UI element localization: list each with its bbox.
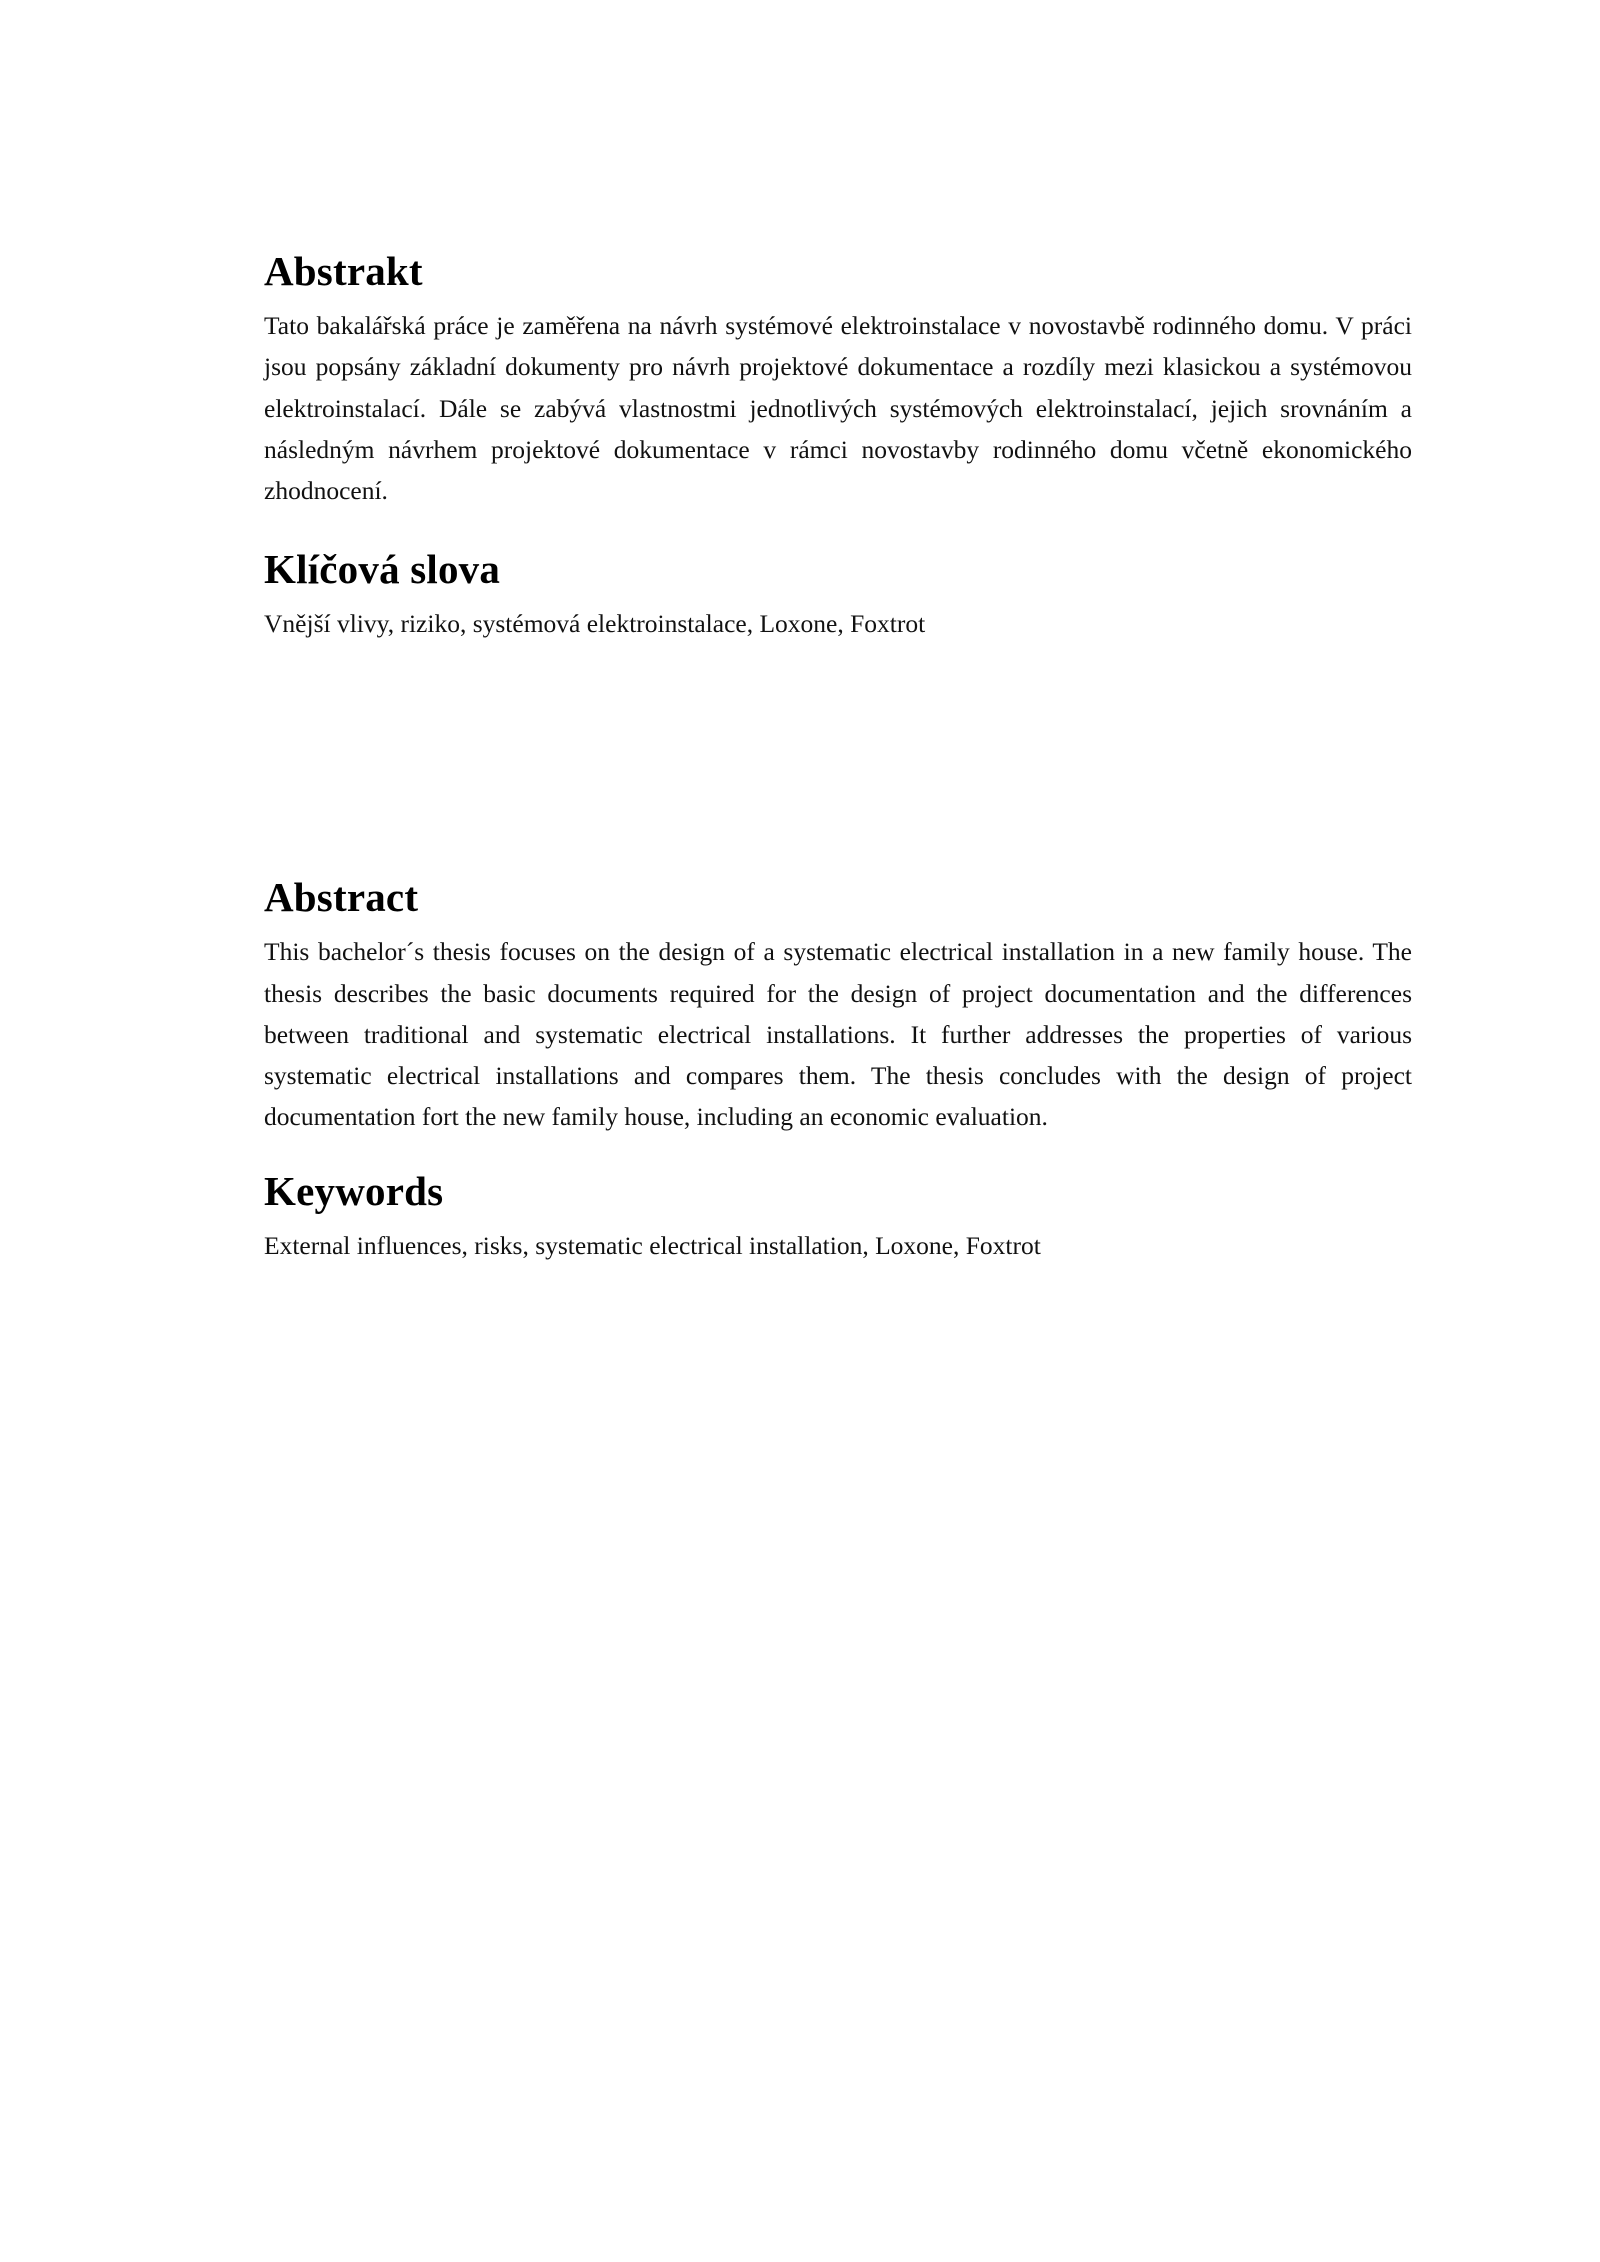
heading-keywords: Keywords	[264, 1167, 444, 1214]
heading-klicova-slova: Klíčová slova	[264, 545, 501, 592]
heading-abstrakt: Abstrakt	[264, 248, 423, 294]
page-content	[264, 248, 1412, 1266]
spacer-between-languages	[264, 644, 1412, 874]
paragraph-abstrakt: Tato bakalářská práce je zaměřena na návrh systémové elektroinstalace v novostavbě rodinného domu. V práci jsou popsány základní dokumenty pro návrh projektové dokumentace a rozdíly mezi klasickou a systémovou elektroinstalací. Dále se zabývá vlastnostmi jednotlivých systémových elektroinstalací, jejich srovnáním a následným návrhem projektové dokumentace v rámci novostavby rodinného domu včetně ekonomického zhodnocení.	[264, 311, 1412, 506]
paragraph-keywords: External influences, risks, systematic electrical installation, Loxone, Foxtrot	[264, 1230, 1041, 1260]
section-abstract	[264, 874, 1412, 1138]
section-keywords	[264, 1168, 1412, 1266]
paragraph-abstract: This bachelor´s thesis focuses on the design of a systematic electrical installation in a new family house. The thesis describes the basic documents required for the design of project documentation and the differences between traditional and systematic electrical installations. It further addresses the properties of various systematic electrical installations and compares them. The thesis concludes with the design of project documentation fort the new family house, including an economic evaluation.	[264, 937, 1412, 1132]
section-abstrakt	[264, 248, 1412, 512]
spacer-after-abstrakt	[264, 512, 1412, 546]
paragraph-klicova-slova: Vnější vlivy, riziko, systémová elektroinstalace, Loxone, Foxtrot	[264, 608, 926, 638]
section-klicova-slova	[264, 546, 1412, 644]
spacer-after-abstract	[264, 1138, 1412, 1168]
heading-abstract: Abstract	[264, 874, 419, 921]
